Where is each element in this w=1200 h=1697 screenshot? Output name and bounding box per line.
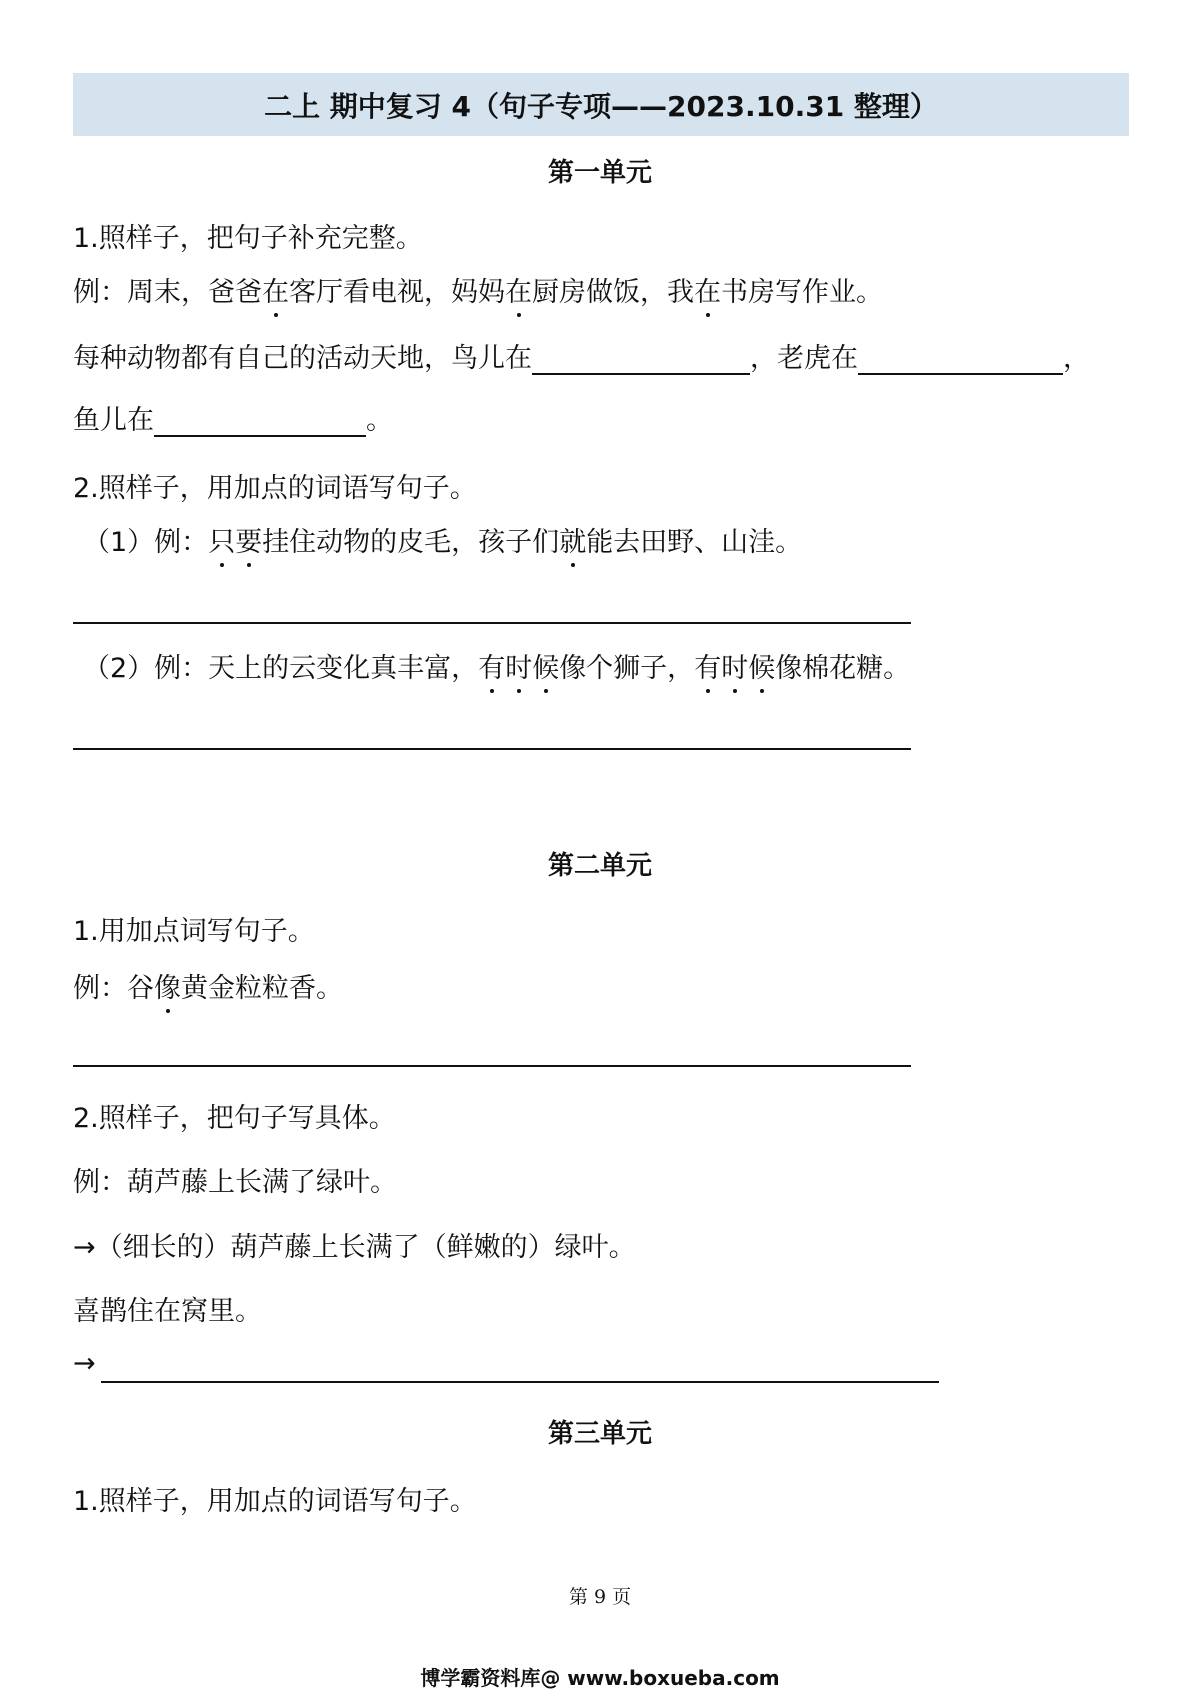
unit2-q2-arrow: → <box>73 1348 96 1379</box>
page-title: 二上 期中复习 4（句子专项——2023.10.31 整理） <box>73 73 1129 136</box>
unit1-q1-fill-line2 <box>73 398 393 437</box>
fill-text: ，老虎在 <box>750 343 858 374</box>
unit1-q1-example <box>73 270 883 309</box>
dotted-word: 就 <box>559 520 586 559</box>
example-text: 书房写作业。 <box>721 277 883 308</box>
dotted-word: 在 <box>694 270 721 309</box>
footer-watermark: 博学霸资料库@ www.boxueba.com <box>420 1666 780 1690</box>
example-text: （2）例：天上的云变化真丰富， <box>83 653 479 684</box>
dotted-word: 候 <box>748 646 775 685</box>
fill-text: 。 <box>366 405 393 436</box>
dotted-word: 在 <box>505 270 532 309</box>
example-text: 黄金粒粒香。 <box>181 973 343 1004</box>
answer-line[interactable] <box>101 1381 939 1383</box>
answer-line[interactable] <box>73 748 911 750</box>
answer-line[interactable] <box>73 622 911 624</box>
unit2-q2-example: 例：葫芦藤上长满了绿叶。 <box>73 1167 397 1198</box>
dotted-word: 时 <box>721 646 748 685</box>
example-text: 像个狮子， <box>559 653 695 684</box>
unit2-q1-prompt: 1.用加点词写句子。 <box>73 916 315 947</box>
example-text: 客厅看电视，妈妈 <box>289 277 505 308</box>
unit2-q1-example <box>73 966 343 1005</box>
unit2-q2-prompt: 2.照样子，把句子写具体。 <box>73 1103 396 1134</box>
example-text: 例：周末，爸爸 <box>73 277 262 308</box>
example-text: （1）例： <box>83 527 209 558</box>
example-text: 例：谷 <box>73 973 154 1004</box>
answer-blank[interactable] <box>154 407 366 437</box>
unit2-heading: 第二单元 <box>547 851 652 881</box>
example-text: 像棉花糖。 <box>775 653 911 684</box>
fill-text: 每种动物都有自己的活动天地，鸟儿在 <box>73 343 532 374</box>
unit1-q1-fill-line1 <box>73 336 1090 375</box>
unit1-q1-prompt: 1.照样子，把句子补充完整。 <box>73 223 423 254</box>
dotted-word: 要 <box>235 520 262 559</box>
unit2-q2-answer: →（细长的）葫芦藤上长满了（鲜嫩的）绿叶。 <box>73 1232 636 1263</box>
answer-blank[interactable] <box>858 345 1063 375</box>
dotted-word: 候 <box>532 646 559 685</box>
dotted-word: 有 <box>694 646 721 685</box>
dotted-word: 只 <box>208 520 235 559</box>
fill-text: 鱼儿在 <box>73 405 154 436</box>
fill-text: ， <box>1063 343 1090 374</box>
dotted-word: 有 <box>478 646 505 685</box>
example-text: 挂住动物的皮毛，孩子们 <box>262 527 560 558</box>
unit1-q2-prompt: 2.照样子，用加点的词语写句子。 <box>73 473 477 504</box>
unit3-heading: 第三单元 <box>547 1419 652 1449</box>
unit3-q1-prompt: 1.照样子，用加点的词语写句子。 <box>73 1486 477 1517</box>
unit1-q2-example2 <box>83 646 910 685</box>
example-text: 能去田野、山洼。 <box>586 527 803 558</box>
example-text: 厨房做饭，我 <box>532 277 694 308</box>
dotted-word: 像 <box>154 966 181 1005</box>
answer-line[interactable] <box>73 1065 911 1067</box>
unit1-heading: 第一单元 <box>547 158 652 188</box>
page-number: 第 9 页 <box>568 1586 632 1608</box>
dotted-word: 时 <box>505 646 532 685</box>
unit1-q2-example1 <box>83 520 802 559</box>
unit2-q2-task: 喜鹊住在窝里。 <box>73 1296 262 1327</box>
dotted-word: 在 <box>262 270 289 309</box>
answer-blank[interactable] <box>532 345 750 375</box>
